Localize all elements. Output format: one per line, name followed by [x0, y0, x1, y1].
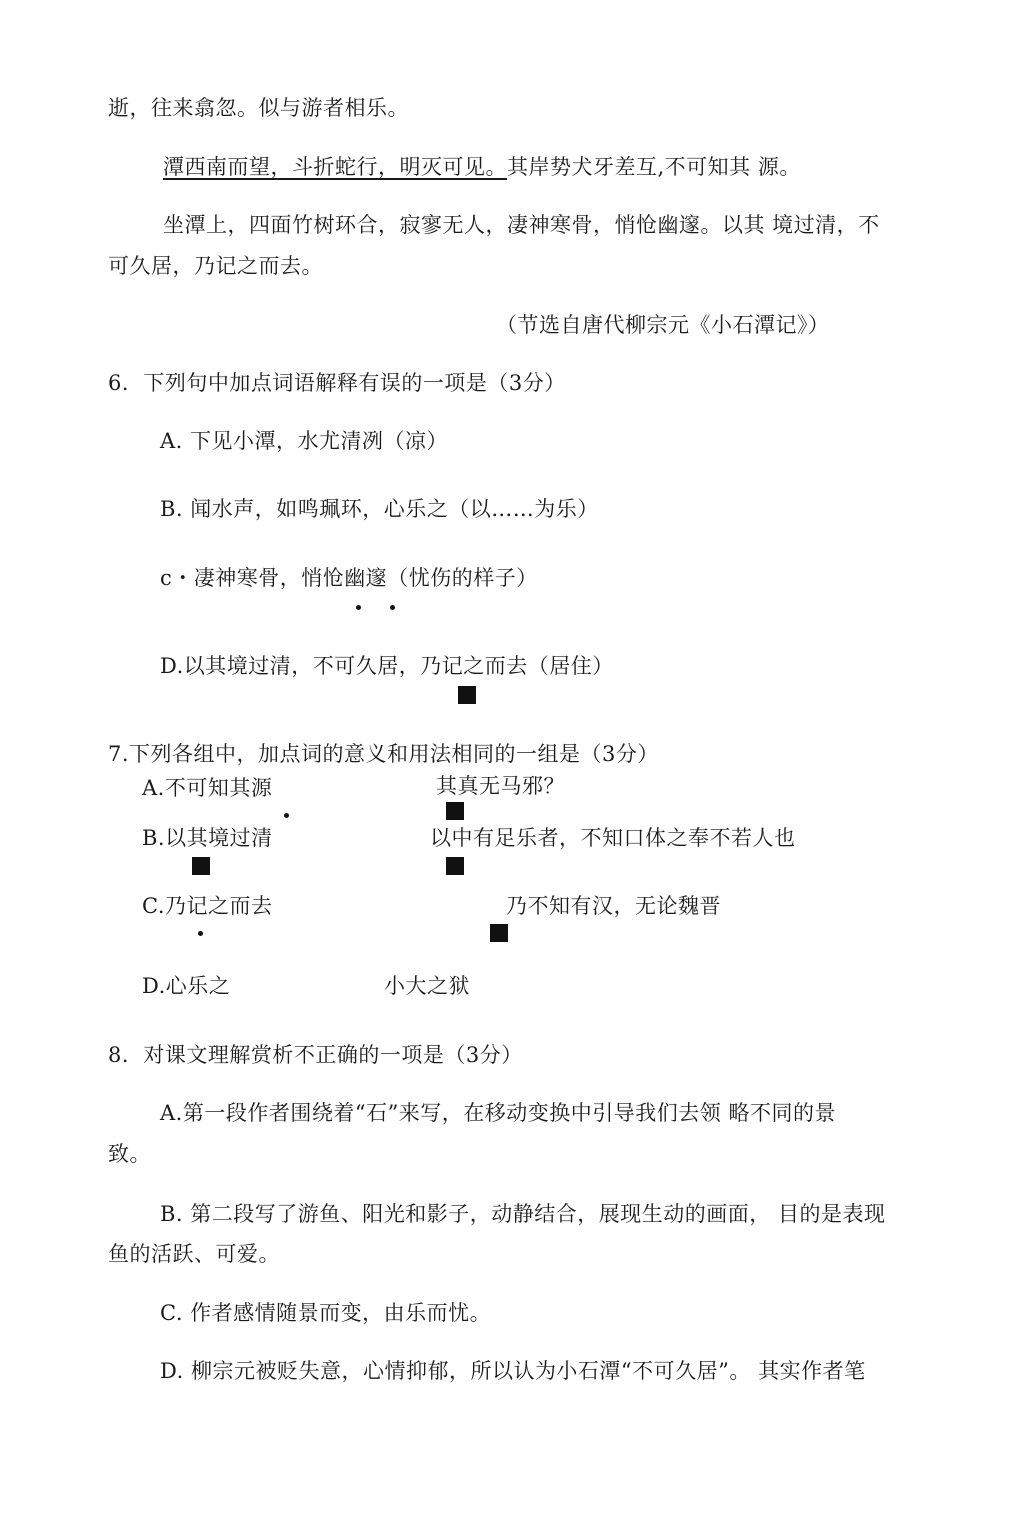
emphasis-dot — [198, 931, 203, 936]
passage-para-3-line-2: 可久居，乃记之而去。 — [108, 254, 323, 278]
emphasis-mark-square — [490, 924, 508, 942]
question-8-option-c: C. 作者感情随景而变，由乐而忧。 — [160, 1301, 492, 1325]
question-6-option-b: B. 闻水声，如鸣珮环，心乐之（以……为乐） — [160, 497, 599, 521]
question-8-option-b-line-1: B. 第二段写了游鱼、阳光和影子，动静结合，展现生动的画面， 目的是表现 — [160, 1202, 886, 1226]
question-6-option-d: D.以其境过清，不可久居，乃记之而去（居住） — [160, 654, 614, 678]
passage-line-1: 逝，往来翕忽。似与游者相乐。 — [108, 96, 409, 120]
question-7-row-d-left: D.心乐之 — [142, 974, 231, 998]
passage-para-2 — [163, 153, 801, 181]
passage-source: （节选自唐代柳宗元《小石潭记》） — [496, 313, 830, 337]
question-7-row-d-right: 小大之狱 — [384, 974, 470, 998]
underlined-sentence: 潭西南而望，斗折蛇行，明灭可见。 — [163, 155, 507, 179]
question-7-stem: 7.下列各组中，加点词的意义和用法相同的一组是（3分） — [108, 742, 659, 766]
emphasis-mark-square — [192, 857, 210, 875]
question-7-row-b-left: B.以其境过清 — [142, 826, 273, 850]
emphasis-mark-square — [446, 802, 464, 820]
question-7-row-a-left: A.不可知其源 — [142, 776, 273, 800]
question-8-option-d-line-1: D. 柳宗元被贬失意，心情抑郁，所以认为小石潭“不可久居”。 其实作者笔 — [160, 1359, 866, 1383]
question-6-option-c: c・凄神寒骨，悄怆幽邃（忧伤的样子） — [160, 566, 538, 590]
question-7-row-c-left: C.乃记之而去 — [142, 894, 273, 918]
emphasis-dot — [284, 813, 289, 818]
emphasis-dot — [390, 605, 395, 610]
emphasis-mark-square — [446, 857, 464, 875]
emphasis-mark-square — [458, 686, 476, 704]
emphasis-dot — [356, 605, 361, 610]
question-7-row-c-right: 乃不知有汉，无论魏晋 — [506, 894, 721, 918]
question-7-row-b-right: 以中有足乐者，不知口体之奉不若人也 — [430, 826, 796, 850]
passage-para-2-rest: 其岸势犬牙差互,不可知其 源。 — [507, 155, 801, 179]
question-6-stem: 6．下列句中加点词语解释有误的一项是（3分） — [108, 371, 566, 395]
question-7-row-a-right: 其真无马邪？ — [436, 774, 565, 798]
question-6-option-a: A. 下见小潭，水尤清冽（凉） — [160, 429, 449, 453]
question-8-stem: 8．对课文理解赏析不正确的一项是（3分） — [108, 1043, 523, 1067]
question-8-option-b-line-2: 鱼的活跃、可爱。 — [108, 1242, 280, 1266]
question-8-option-a-line-1: A.第一段作者围绕着“石”来写，在移动变换中引导我们去领 略不同的景 — [160, 1101, 836, 1125]
passage-para-3-line-1: 坐潭上，四面竹树环合，寂寥无人，凄神寒骨，悄怆幽邃。以其 境过清，不 — [163, 213, 880, 237]
question-8-option-a-line-2: 致。 — [108, 1142, 151, 1166]
